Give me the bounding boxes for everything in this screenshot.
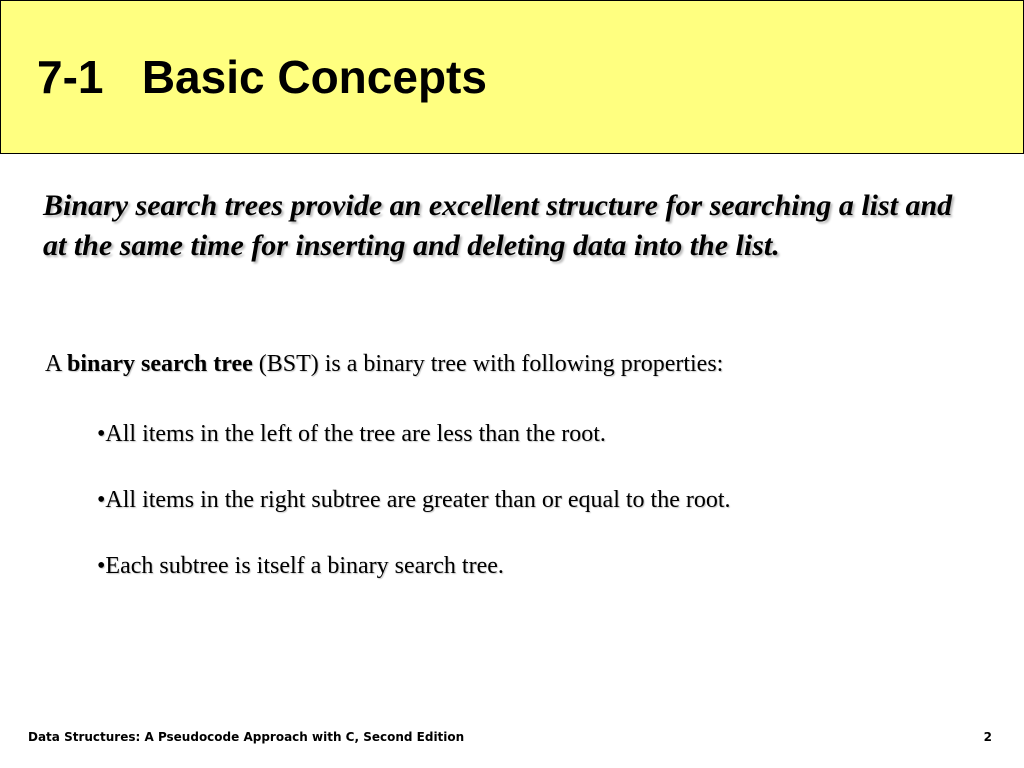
footer-source: Data Structures: A Pseudocode Approach with C, Second Edition xyxy=(28,730,465,744)
properties-list xyxy=(97,418,731,616)
property-item: •All items in the right subtree are greater than or equal to the root. xyxy=(97,487,731,513)
slide-title: 7-1 Basic Concepts xyxy=(37,51,487,103)
bst-definition xyxy=(45,348,723,380)
property-item: •All items in the left of the tree are less than the root. xyxy=(97,421,606,447)
title-banner xyxy=(0,0,1024,154)
definition-prefix: A xyxy=(45,351,68,377)
definition-suffix: (BST) is a binary tree with following properties: xyxy=(252,351,724,377)
page-number: 2 xyxy=(983,730,992,744)
intro-paragraph: Binary search trees provide an excellent structure for searching a list and at the same time for inserting and deleting data into the list. xyxy=(43,189,953,262)
property-item: •Each subtree is itself a binary search tree. xyxy=(97,553,504,579)
definition-term: binary search tree xyxy=(67,351,253,377)
